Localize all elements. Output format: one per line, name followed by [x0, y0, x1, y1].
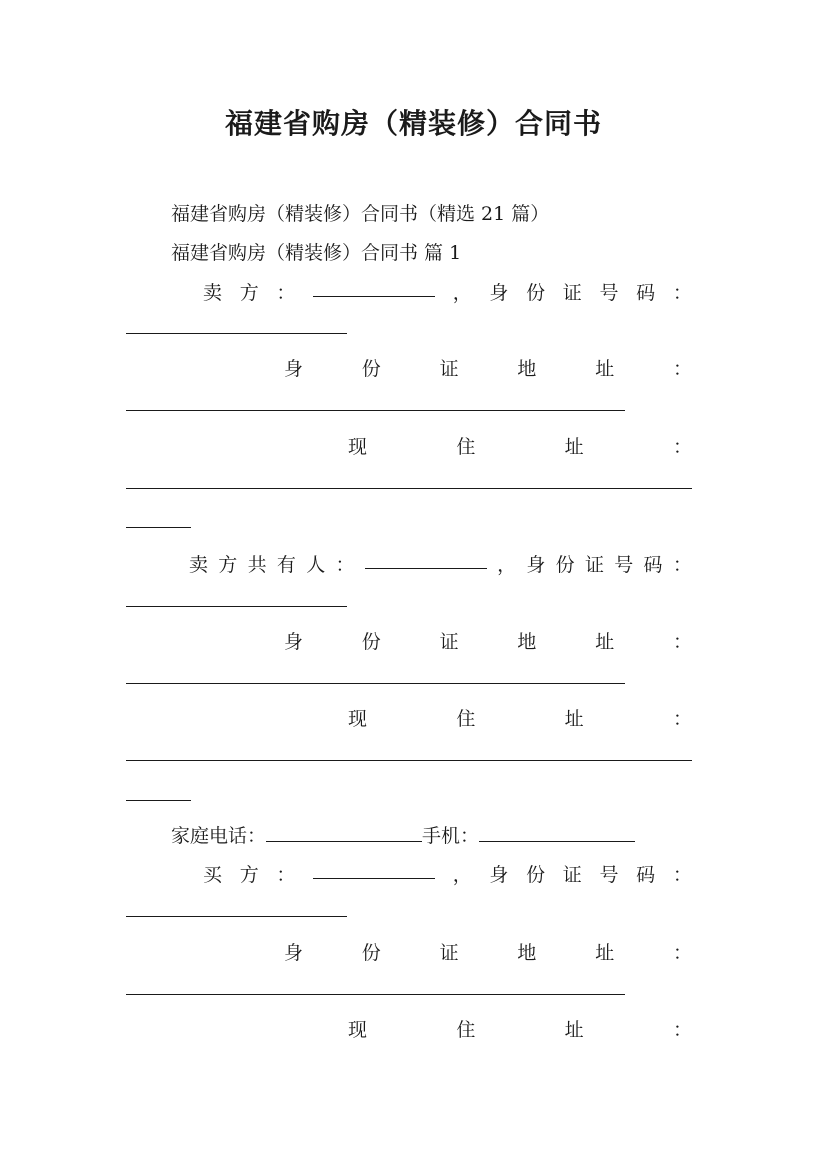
id-address-char: 址: [595, 942, 615, 964]
co-owner-id-address-blank[interactable]: [126, 683, 625, 684]
seller-label-char: 方: [239, 282, 259, 304]
id-number-char: 号: [599, 864, 619, 886]
id-address-char: 证: [439, 358, 459, 380]
id-number-char: 码: [643, 554, 663, 576]
id-number-char: ：: [672, 554, 692, 576]
current-address-char: 址: [564, 436, 584, 458]
seller-name-blank[interactable]: [313, 278, 435, 297]
current-address-char: 址: [564, 708, 584, 730]
id-address-char: 地: [517, 358, 537, 380]
current-address-char: ：: [672, 708, 692, 730]
co-owner-current-address-blank-cont[interactable]: [126, 800, 191, 801]
id-number-char: 身: [526, 554, 546, 576]
co-owner-current-address-line: [348, 704, 692, 731]
current-address-char: 住: [456, 708, 476, 730]
id-address-char: 址: [595, 358, 615, 380]
buyer-id-number-blank[interactable]: [126, 916, 347, 917]
seller-label-char: 卖: [203, 282, 223, 304]
document-title: 福建省购房（精装修）合同书: [224, 107, 602, 140]
buyer-current-address-line: [348, 1015, 692, 1042]
seller-current-address-line: [348, 432, 692, 459]
seller-current-address-blank-cont[interactable]: [126, 527, 191, 528]
seller-comma: ，: [452, 282, 472, 304]
seller-id-number-blank[interactable]: [126, 333, 347, 334]
id-number-char: ：: [672, 282, 692, 304]
co-owner-name-blank[interactable]: [365, 550, 487, 569]
buyer-name-blank[interactable]: [313, 860, 435, 879]
id-number-char: 证: [562, 282, 582, 304]
co-owner-id-address-line: [284, 627, 692, 654]
id-address-char: 份: [361, 358, 381, 380]
id-address-char: 址: [595, 631, 615, 653]
seller-id-address-blank[interactable]: [126, 410, 625, 411]
co-owner-line: [189, 550, 692, 577]
buyer-comma: ，: [452, 864, 472, 886]
buyer-id-address-line: [284, 938, 692, 965]
seller-id-address-line: [284, 354, 692, 381]
id-number-char: 份: [555, 554, 575, 576]
id-address-char: 证: [439, 631, 459, 653]
id-number-char: 码: [636, 282, 656, 304]
section-heading: 福建省购房（精装修）合同书 篇 1: [171, 242, 462, 264]
id-address-char: 份: [361, 942, 381, 964]
id-address-char: 证: [439, 942, 459, 964]
mobile-phone-label: 手机：: [422, 825, 480, 847]
id-address-char: 地: [517, 942, 537, 964]
mobile-phone-blank[interactable]: [479, 823, 635, 842]
home-phone-blank[interactable]: [266, 823, 422, 842]
seller-current-address-blank[interactable]: [126, 488, 692, 489]
home-phone-label: 家庭电话：: [171, 825, 267, 847]
co-owner-id-number-blank[interactable]: [126, 606, 347, 607]
co-owner-label-char: 方: [218, 554, 238, 576]
current-address-char: ：: [672, 436, 692, 458]
co-owner-label-char: 人: [306, 554, 326, 576]
current-address-char: ：: [672, 1019, 692, 1041]
id-address-char: ：: [672, 358, 692, 380]
seller-line: [203, 278, 692, 305]
id-address-char: 身: [284, 942, 304, 964]
id-number-char: 身: [489, 282, 509, 304]
co-owner-label-char: 卖: [189, 554, 209, 576]
id-address-char: ：: [672, 631, 692, 653]
id-number-char: 份: [526, 864, 546, 886]
buyer-label-char: ：: [276, 864, 296, 886]
id-number-char: 码: [636, 864, 656, 886]
current-address-char: 住: [456, 436, 476, 458]
id-address-char: 地: [517, 631, 537, 653]
id-address-char: 份: [361, 631, 381, 653]
id-number-char: 证: [562, 864, 582, 886]
co-owner-current-address-blank[interactable]: [126, 760, 692, 761]
phone-line: [171, 821, 635, 848]
id-address-char: ：: [672, 942, 692, 964]
id-number-char: ：: [672, 864, 692, 886]
id-number-char: 身: [489, 864, 509, 886]
id-address-char: 身: [284, 358, 304, 380]
id-number-char: 号: [599, 282, 619, 304]
document-subtitle: 福建省购房（精装修）合同书（精选 21 篇）: [171, 203, 550, 225]
co-owner-label-char: 有: [276, 554, 296, 576]
current-address-char: 址: [564, 1019, 584, 1041]
buyer-label-char: 方: [239, 864, 259, 886]
co-owner-label-char: ：: [335, 554, 355, 576]
seller-label-char: ：: [276, 282, 296, 304]
current-address-char: 现: [348, 436, 368, 458]
id-number-char: 份: [526, 282, 546, 304]
buyer-label-char: 买: [203, 864, 223, 886]
buyer-line: [203, 860, 692, 887]
id-address-char: 身: [284, 631, 304, 653]
current-address-char: 住: [456, 1019, 476, 1041]
current-address-char: 现: [348, 708, 368, 730]
co-owner-label-char: 共: [247, 554, 267, 576]
id-number-char: 证: [584, 554, 604, 576]
current-address-char: 现: [348, 1019, 368, 1041]
id-number-char: 号: [614, 554, 634, 576]
buyer-id-address-blank[interactable]: [126, 994, 625, 995]
co-owner-comma: ，: [497, 554, 517, 576]
